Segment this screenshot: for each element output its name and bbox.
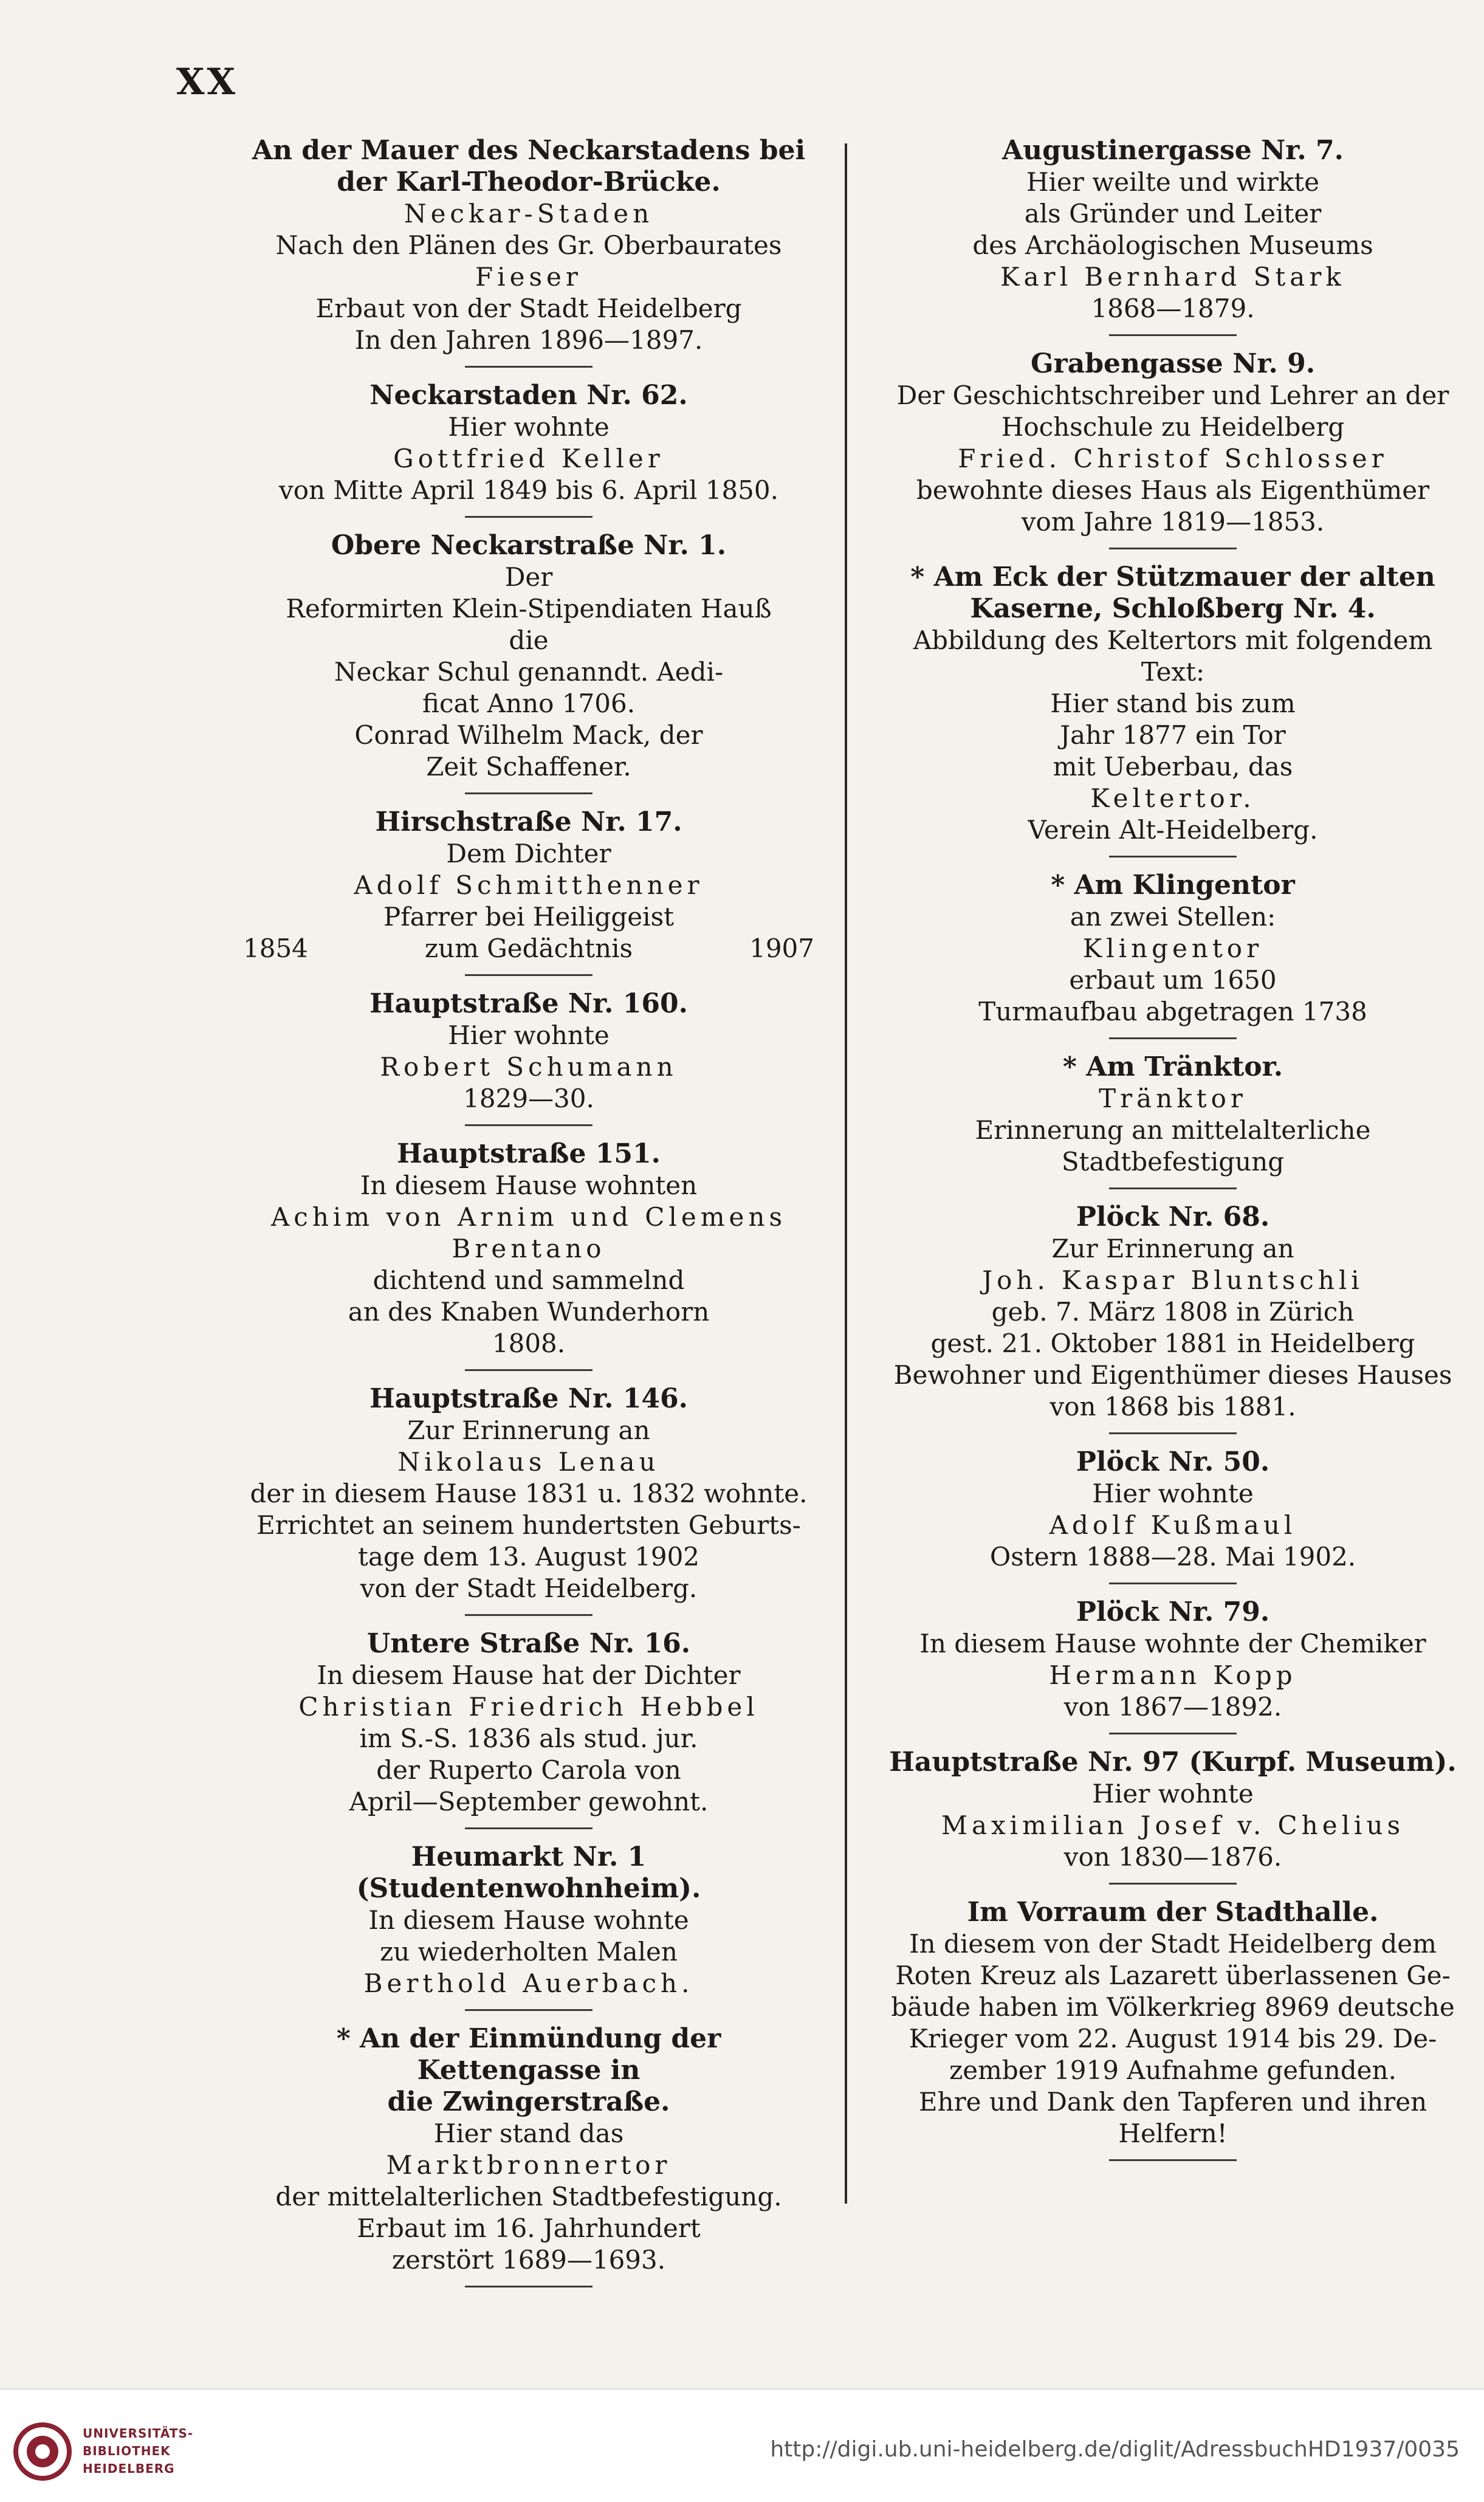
entry-separator (465, 2286, 593, 2287)
inscription-line: Turmaufbau abgetragen 1738 (978, 997, 1367, 1026)
inscription-line: Berthold Auerbach. (363, 1968, 694, 1998)
plaque-entry (243, 2023, 814, 2276)
entry-separator (465, 1827, 593, 1829)
entry-heading: * Am Klingentor (1051, 870, 1295, 901)
plaque-entry (887, 1446, 1458, 1573)
inscription-line: erbaut um 1650 (1069, 965, 1277, 995)
library-name (83, 2425, 193, 2478)
inscription-line: In den Jahren 1896—1897. (354, 325, 703, 355)
plaque-entry (243, 380, 814, 506)
inscription-line: Zur Erinnerung an (1051, 1234, 1294, 1263)
inscription-line: Erbaut von der Stadt Heidelberg (315, 294, 742, 323)
entry-separator (1109, 2159, 1237, 2161)
plaque-entry (887, 348, 1458, 538)
inscription-line: 1808. (492, 1328, 566, 1358)
inscription-line: ficat Anno 1706. (422, 689, 636, 718)
inscription-line: gest. 21. Oktober 1881 in Heidelberg (930, 1328, 1415, 1358)
inscription-line: bewohnte dieses Haus als Eigenthümer (916, 475, 1430, 505)
inscription-line: Helfern! (1118, 2119, 1228, 2148)
plaque-entry (887, 1051, 1458, 1178)
plaque-entry (887, 1201, 1458, 1423)
inscription-line: bäude haben im Völkerkrieg 8969 deutsche (891, 1992, 1455, 2022)
page-number: XX (176, 61, 238, 103)
entry-separator (1109, 1883, 1237, 1885)
inscription-line: Ehre und Dank den Tapferen und ihren (918, 2087, 1427, 2117)
entry-separator (465, 366, 593, 368)
inscription-line: Errichtet an seinem hundertsten Geburts- (256, 1510, 801, 1540)
inscription-line: Dem Dichter (446, 839, 611, 868)
entry-heading: Plöck Nr. 68. (1076, 1201, 1270, 1232)
entry-separator (1109, 334, 1237, 336)
entry-heading: Im Vorraum der Stadthalle. (967, 1897, 1379, 1928)
year-end: 1907 (749, 933, 814, 963)
inscription-line: Conrad Wilhelm Mack, der (354, 720, 703, 750)
inscription-line: In diesem von der Stadt Heidelberg dem (909, 1929, 1437, 1959)
entry-heading: die Zwingerstraße. (387, 2086, 670, 2117)
entry-separator (465, 974, 593, 976)
inscription-line: Hier stand das (433, 2119, 624, 2148)
inscription-line: In diesem Hause wohnten (360, 1170, 698, 1200)
year-start: 1854 (243, 933, 308, 963)
inscription-line: Nach den Plänen des Gr. Oberbaurates (275, 230, 782, 260)
inscription-line: von 1868 bis 1881. (1049, 1392, 1296, 1421)
inscription-line: im S.-S. 1836 als stud. jur. (359, 1724, 698, 1753)
plaque-entry (887, 870, 1458, 1028)
inscription-line: Reformirten Klein-Stipendiaten Hauß (286, 594, 772, 624)
year-middle: zum Gedächtnis (424, 933, 633, 963)
inscription-line: der in diesem Hause 1831 u. 1832 wohnte. (250, 1479, 808, 1508)
inscription-line: Keltertor. (1090, 783, 1256, 813)
years-row (243, 933, 814, 964)
plaque-entry (243, 530, 814, 783)
entry-heading: Kaserne, Schloßberg Nr. 4. (970, 593, 1376, 624)
inscription-line: an zwei Stellen: (1070, 902, 1276, 932)
inscription-line: dichtend und sammelnd (373, 1265, 685, 1295)
inscription-line: Tränktor (1099, 1084, 1247, 1113)
inscription-line: Robert Schumann (380, 1052, 678, 1082)
entry-heading: Augustinergasse Nr. 7. (1002, 135, 1344, 166)
entry-separator (1109, 1733, 1237, 1734)
inscription-line: Hier wohnte (1092, 1479, 1254, 1508)
inscription-line: von der Stadt Heidelberg. (360, 1573, 698, 1603)
library-name-line: UNIVERSITÄTS- (83, 2426, 194, 2441)
inscription-line: Karl Bernhard Stark (1000, 262, 1345, 292)
library-logo-icon (12, 2421, 73, 2482)
inscription-line: In diesem Hause wohnte der Chemiker (919, 1629, 1426, 1658)
inscription-line: Der (504, 562, 553, 592)
inscription-line: zember 1919 Aufnahme gefunden. (949, 2055, 1396, 2085)
footer-bar (0, 2388, 1484, 2502)
inscription-line: Verein Alt-Heidelberg. (1028, 815, 1318, 845)
library-name-line: BIBLIOTHEK (83, 2444, 171, 2458)
inscription-line: Fried. Christof Schlosser (958, 444, 1388, 473)
inscription-line: von 1867—1892. (1063, 1692, 1282, 1722)
inscription-line: zerstört 1689—1693. (391, 2245, 666, 2275)
entry-heading: Neckarstaden Nr. 62. (369, 380, 688, 411)
entry-heading: Hirschstraße Nr. 17. (375, 806, 682, 837)
inscription-line: Gottfried Keller (393, 444, 664, 473)
inscription-line: zu wiederholten Malen (380, 1937, 678, 1967)
entry-heading: Hauptstraße Nr. 146. (369, 1383, 688, 1414)
entry-separator (1109, 1583, 1237, 1584)
inscription-line: Zur Erinnerung an (407, 1415, 650, 1445)
library-name-line: HEIDELBERG (83, 2461, 175, 2476)
entry-separator (1109, 1432, 1237, 1434)
entry-separator (465, 2009, 593, 2011)
inscription-line: mit Ueberbau, das (1053, 752, 1293, 782)
entry-separator (1109, 856, 1237, 857)
entry-separator (1109, 1037, 1237, 1039)
plaque-entry (243, 1628, 814, 1818)
inscription-line: Hier wohnte (448, 412, 610, 442)
inscription-line: Adolf Schmitthenner (354, 870, 704, 900)
left-column (243, 135, 814, 2300)
inscription-line: Jahr 1877 ein Tor (1060, 720, 1286, 750)
entry-heading: An der Mauer des Neckarstadens bei (252, 135, 806, 166)
inscription-line: Neckar Schul genanndt. Aedi- (334, 657, 724, 687)
entry-separator (1109, 548, 1237, 549)
entry-heading: Plöck Nr. 79. (1076, 1596, 1270, 1627)
entry-heading: Untere Straße Nr. 16. (366, 1628, 691, 1659)
entry-separator (465, 1614, 593, 1616)
plaque-entry (887, 562, 1458, 846)
inscription-line: Fieser (475, 262, 582, 292)
entry-separator (465, 1369, 593, 1371)
entry-heading: Hauptstraße Nr. 97 (Kurpf. Museum). (889, 1747, 1457, 1778)
entry-heading: Hauptstraße 151. (397, 1138, 661, 1169)
plaque-entry (887, 135, 1458, 325)
entry-heading: der Karl-Theodor-Brücke. (337, 167, 721, 198)
inscription-line: Maximilian Josef v. Chelius (941, 1810, 1405, 1840)
inscription-line: Klingentor (1082, 933, 1263, 963)
inscription-line: Nikolaus Lenau (397, 1447, 660, 1477)
plaque-entry (887, 1747, 1458, 1873)
plaque-entry (243, 1841, 814, 1999)
entry-heading: Obere Neckarstraße Nr. 1. (331, 530, 727, 561)
entry-heading: * An der Einmündung der Kettengasse in (336, 2023, 721, 2086)
inscription-line: Pfarrer bei Heiliggeist (383, 902, 675, 932)
inscription-line: Abbildung des Keltertors mit folgendem (913, 625, 1433, 655)
inscription-line: geb. 7. März 1808 in Zürich (991, 1297, 1355, 1327)
entry-heading: Grabengasse Nr. 9. (1030, 348, 1316, 379)
inscription-line: tage dem 13. August 1902 (357, 1542, 700, 1572)
inscription-line: Adolf Kußmaul (1049, 1510, 1297, 1540)
inscription-line: vom Jahre 1819—1853. (1021, 507, 1325, 537)
inscription-line: Hier wohnte (1092, 1779, 1254, 1809)
entry-heading: Hauptstraße Nr. 160. (369, 988, 688, 1019)
inscription-line: In diesem Hause wohnte (368, 1905, 689, 1935)
plaque-entry (887, 1596, 1458, 1723)
entry-separator (465, 516, 593, 518)
column-divider (845, 143, 847, 2204)
entry-heading: Plöck Nr. 50. (1076, 1446, 1270, 1477)
inscription-line: Erinnerung an mittelalterliche (975, 1115, 1371, 1145)
inscription-line: Hier stand bis zum (1050, 689, 1296, 718)
inscription-line: In diesem Hause hat der Dichter (317, 1660, 741, 1690)
inscription-line: Joh. Kaspar Bluntschli (982, 1265, 1364, 1295)
inscription-line: der mittelalterlichen Stadtbefestigung. (275, 2182, 782, 2212)
inscription-line: 1829—30. (463, 1084, 594, 1113)
inscription-line: Roten Kreuz als Lazarett überlassenen Ge- (895, 1961, 1451, 1990)
source-url-link[interactable]: http://digi.ub.uni-heidelberg.de/diglit/AdressbuchHD1937/0035 (770, 2437, 1460, 2462)
inscription-line: Der Geschichtschreiber und Lehrer an der (896, 380, 1449, 410)
entry-heading: * Am Eck der Stützmauer der alten (910, 562, 1435, 593)
inscription-line: Achim von Arnim und Clemens (270, 1202, 787, 1232)
entry-heading: Heumarkt Nr. 1 (Studentenwohnheim). (356, 1841, 701, 1904)
entry-separator (1109, 1187, 1237, 1189)
inscription-line: an des Knaben Wunderhorn (348, 1297, 710, 1327)
inscription-line: als Gründer und Leiter (1024, 199, 1322, 229)
inscription-line: Marktbronnertor (386, 2150, 672, 2180)
inscription-line: Zeit Schaffener. (426, 752, 631, 782)
inscription-line: des Archäologischen Museums (972, 230, 1373, 260)
entry-separator (465, 1124, 593, 1126)
right-column (887, 135, 1458, 2173)
inscription-line: Bewohner und Eigenthümer dieses Hauses (893, 1360, 1452, 1390)
inscription-line: Krieger vom 22. August 1914 bis 29. De- (909, 2024, 1437, 2053)
plaque-entry (243, 988, 814, 1115)
plaque-entry (887, 1897, 1458, 2150)
inscription-line: die (509, 625, 549, 655)
inscription-line: Text: (1141, 657, 1205, 687)
inscription-line: Neckar-Staden (404, 199, 654, 229)
inscription-line: von 1830—1876. (1063, 1842, 1282, 1872)
inscription-line: Hermann Kopp (1049, 1660, 1297, 1690)
plaque-entry (243, 1383, 814, 1604)
plaque-entry (243, 806, 814, 964)
inscription-line: Stadtbefestigung (1061, 1147, 1285, 1177)
inscription-line: der Ruperto Carola von (376, 1755, 681, 1785)
inscription-line: 1868—1879. (1091, 294, 1255, 323)
entry-separator (465, 792, 593, 794)
inscription-line: Hochschule zu Heidelberg (1001, 412, 1345, 442)
inscription-line: Erbaut im 16. Jahrhundert (357, 2213, 701, 2243)
inscription-line: von Mitte April 1849 bis 6. April 1850. (279, 475, 778, 505)
inscription-line: Christian Friedrich Hebbel (298, 1692, 759, 1722)
plaque-entry (243, 1138, 814, 1359)
inscription-line: Hier weilte und wirkte (1026, 167, 1320, 197)
entry-heading: * Am Tränktor. (1062, 1051, 1283, 1082)
plaque-entry (243, 135, 814, 356)
inscription-line: Ostern 1888—28. Mai 1902. (989, 1542, 1356, 1572)
inscription-line: April—September gewohnt. (349, 1787, 709, 1816)
inscription-line: Hier wohnte (448, 1020, 610, 1050)
inscription-line: Brentano (452, 1234, 606, 1263)
